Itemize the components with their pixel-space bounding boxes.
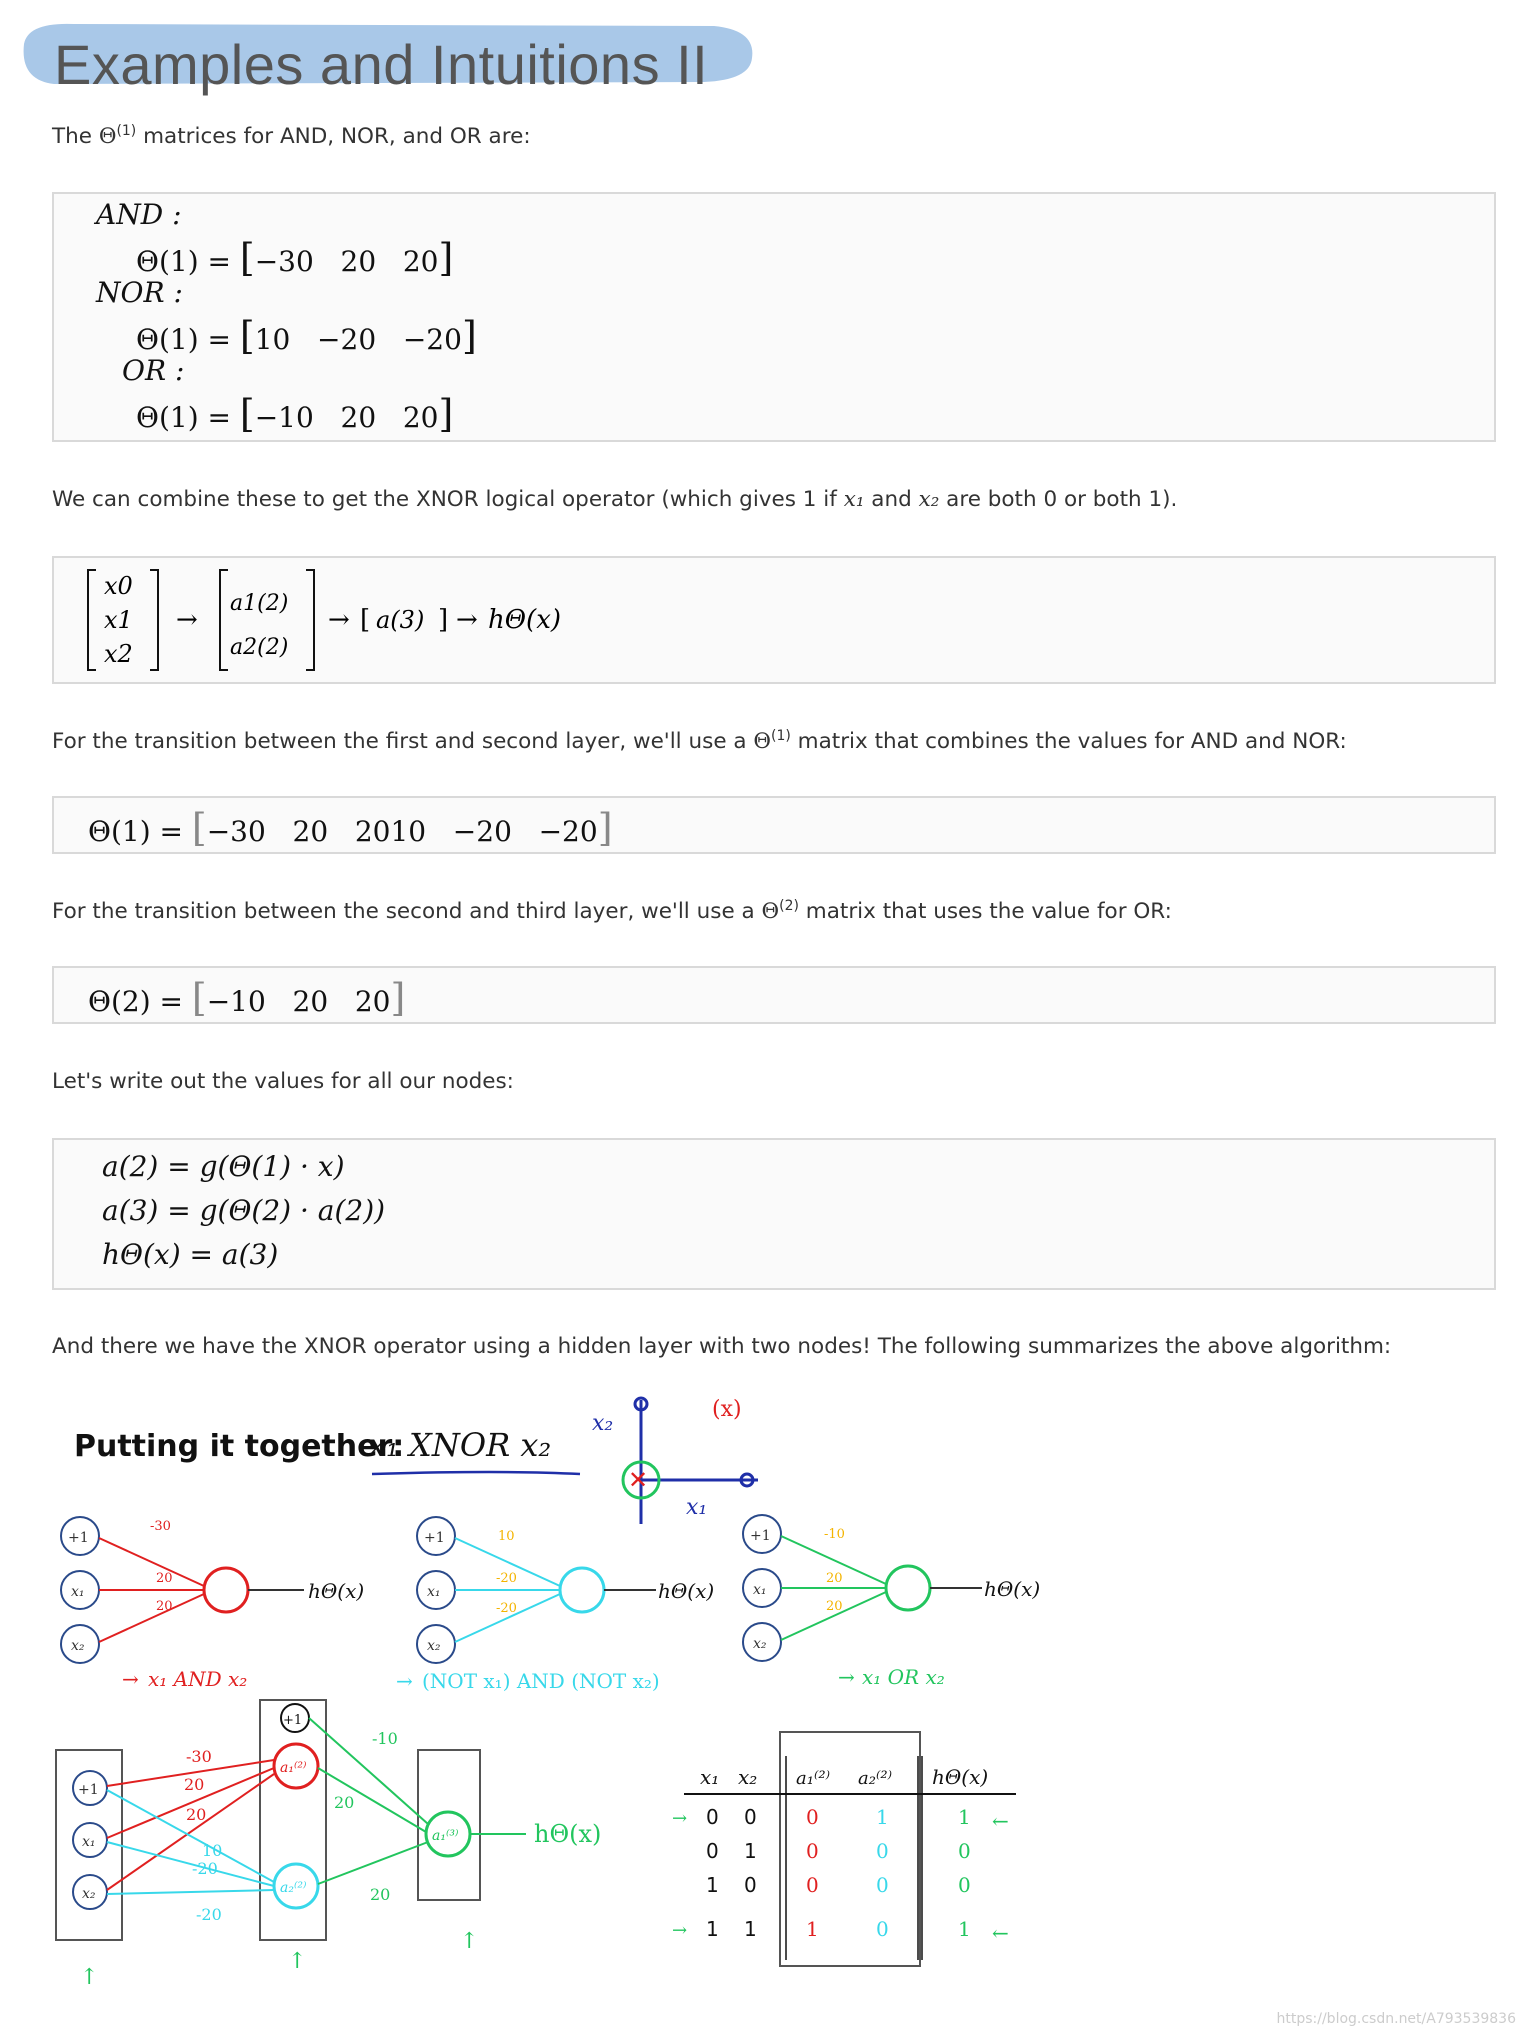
paragraph-nodes: Let's write out the values for all our nodes: bbox=[52, 1069, 514, 1094]
theta2-box bbox=[52, 966, 1496, 1024]
eq-a2: a(2) = g(Θ(1) · x) bbox=[102, 1150, 345, 1183]
svg-text:0: 0 bbox=[706, 1805, 719, 1829]
sketch-a3: a₁⁽³⁾ bbox=[432, 1828, 459, 1844]
table-row bbox=[706, 1917, 971, 1941]
page-title: Examples and Intuitions II bbox=[54, 33, 709, 96]
or-theta: Θ(1) = [−10 20 20] bbox=[136, 392, 454, 436]
and-h: hΘ(x) bbox=[308, 1579, 365, 1603]
pipeline-x2: x2 bbox=[104, 640, 133, 668]
svg-text:↑: ↑ bbox=[80, 1965, 99, 1990]
network-or bbox=[743, 1515, 1040, 1689]
and-label: AND : bbox=[96, 198, 182, 231]
figure-heading-math: x₁ XNOR x₂ bbox=[368, 1426, 552, 1464]
pipeline-bracket-l: [ bbox=[360, 605, 371, 635]
or-caption: x₁ OR x₂ bbox=[862, 1665, 945, 1689]
watermark: https://blog.csdn.net/A793539836 bbox=[1276, 2011, 1516, 2027]
th-a2: a₂⁽²⁾ bbox=[858, 1768, 893, 1789]
sketch-hidden-bias: +1 bbox=[283, 1713, 303, 1728]
svg-text:1: 1 bbox=[958, 1917, 971, 1941]
title-highlight bbox=[14, 14, 760, 96]
table-row bbox=[706, 1839, 971, 1863]
svg-text:↑: ↑ bbox=[288, 1949, 307, 1974]
pipeline-h: hΘ(x) bbox=[488, 605, 562, 635]
sketch-w3: 10 bbox=[202, 1841, 223, 1860]
svg-text:→: → bbox=[396, 1669, 413, 1693]
pipeline-bracket-r: ] bbox=[438, 605, 449, 635]
network-and bbox=[61, 1517, 364, 1691]
pipeline-diagram bbox=[84, 558, 684, 682]
paragraph-layer1: For the transition between the first and second layer, we'll use a $\Theta^{(1)}$ matrix that combines the values for AND and NOR: bbox=[52, 728, 1347, 755]
nor-h: hΘ(x) bbox=[658, 1579, 715, 1603]
or-w1: 20 bbox=[826, 1571, 843, 1586]
theta1-box bbox=[52, 796, 1496, 854]
pipeline-x1: x1 bbox=[104, 606, 133, 634]
sketch-x1: x₁ bbox=[82, 1834, 96, 1850]
sketch-w2: 20 bbox=[186, 1805, 207, 1824]
svg-text:→: → bbox=[838, 1665, 855, 1689]
pipeline-arrow-1: → bbox=[176, 605, 198, 635]
svg-text:0: 0 bbox=[806, 1805, 819, 1829]
sketch-w1: 20 bbox=[184, 1775, 205, 1794]
table-row bbox=[706, 1805, 971, 1829]
sketch-w7: 20 bbox=[334, 1793, 355, 1812]
theta2-matrix: Θ(2) = [−10 20 20] bbox=[88, 976, 406, 1020]
svg-text:0: 0 bbox=[744, 1805, 757, 1829]
sketch-w4: -20 bbox=[192, 1859, 218, 1878]
svg-text:0: 0 bbox=[958, 1839, 971, 1863]
eq-a3: a(3) = g(Θ(2) · a(2)) bbox=[102, 1194, 386, 1227]
and-theta: Θ(1) = [−30 20 20] bbox=[136, 236, 454, 280]
axis-cross-label: (x) bbox=[712, 1397, 742, 1422]
svg-text:0: 0 bbox=[806, 1839, 819, 1863]
paragraph-matrices-intro: The $\Theta^{(1)}$ matrices for AND, NOR, and OR are: bbox=[52, 123, 531, 150]
sketch-a2: a₂⁽²⁾ bbox=[280, 1880, 307, 1896]
figure-svg bbox=[52, 1388, 1522, 2028]
xnor-figure bbox=[52, 1388, 1522, 2028]
nor-x1: x₁ bbox=[427, 1584, 441, 1600]
svg-text:1: 1 bbox=[744, 1839, 757, 1863]
pipeline-arrow-2: → bbox=[328, 605, 350, 635]
sketch-w6: -10 bbox=[372, 1729, 398, 1748]
nor-w1: -20 bbox=[496, 1571, 517, 1586]
and-bias: +1 bbox=[68, 1530, 89, 1546]
th-a1: a₁⁽²⁾ bbox=[796, 1768, 831, 1789]
pipeline-a2: a2(2) bbox=[230, 635, 289, 660]
network-nor bbox=[396, 1517, 714, 1693]
svg-text:←: ← bbox=[992, 1921, 1009, 1945]
or-x1: x₁ bbox=[753, 1582, 767, 1598]
pipeline-a1: a1(2) bbox=[230, 591, 289, 616]
nor-bias: +1 bbox=[424, 1530, 445, 1546]
sketch-a1: a₁⁽²⁾ bbox=[280, 1760, 307, 1776]
nor-caption: (NOT x₁) AND (NOT x₂) bbox=[422, 1669, 660, 1693]
svg-text:✕: ✕ bbox=[628, 1466, 649, 1494]
sketch-h: hΘ(x) bbox=[534, 1820, 602, 1848]
svg-text:→: → bbox=[122, 1667, 139, 1691]
or-x2: x₂ bbox=[753, 1636, 767, 1652]
svg-text:0: 0 bbox=[876, 1839, 889, 1863]
truth-table bbox=[672, 1732, 1016, 1966]
svg-text:0: 0 bbox=[958, 1873, 971, 1897]
svg-text:→: → bbox=[672, 1920, 688, 1941]
svg-text:1: 1 bbox=[806, 1917, 819, 1941]
svg-text:0: 0 bbox=[744, 1873, 757, 1897]
sketch-w8: 20 bbox=[370, 1885, 391, 1904]
paragraph-layer2: For the transition between the second and third layer, we'll use a $\Theta^{(2)}$ matrix that uses the value for OR: bbox=[52, 898, 1172, 925]
table-row bbox=[706, 1873, 971, 1897]
or-label: OR : bbox=[122, 354, 185, 387]
svg-text:→: → bbox=[672, 1808, 688, 1829]
nor-label: NOR : bbox=[96, 276, 183, 309]
matrices-box bbox=[52, 192, 1496, 442]
sketch-bias: +1 bbox=[78, 1782, 99, 1798]
pipeline-arrow-3: → bbox=[456, 605, 478, 635]
svg-text:0: 0 bbox=[876, 1917, 889, 1941]
or-w0: -10 bbox=[824, 1527, 845, 1542]
sketch-x2: x₂ bbox=[82, 1886, 96, 1902]
theta1-combined: Θ(1) = [−30 20 2010 −20 −20] bbox=[88, 806, 613, 850]
or-w2: 20 bbox=[826, 1599, 843, 1614]
svg-text:0: 0 bbox=[806, 1873, 819, 1897]
nor-theta: Θ(1) = [10 −20 −20] bbox=[136, 314, 477, 358]
and-w2: 20 bbox=[156, 1599, 173, 1614]
or-bias: +1 bbox=[750, 1528, 771, 1544]
pipeline-box bbox=[52, 556, 1496, 684]
and-w1: 20 bbox=[156, 1571, 173, 1586]
axis-x1-label: x₁ bbox=[686, 1495, 708, 1520]
node-equations-box bbox=[52, 1138, 1496, 1290]
svg-text:1: 1 bbox=[706, 1917, 719, 1941]
th-x1: x₁ bbox=[700, 1765, 720, 1789]
pipeline-a3: a(3) bbox=[376, 606, 425, 634]
paragraph-summary: And there we have the XNOR operator using a hidden layer with two nodes! The following summarizes the above algorithm: bbox=[52, 1334, 1392, 1359]
svg-text:1: 1 bbox=[706, 1873, 719, 1897]
svg-text:1: 1 bbox=[958, 1805, 971, 1829]
and-x1: x₁ bbox=[71, 1584, 85, 1600]
axis-x2-label: x₂ bbox=[592, 1411, 614, 1436]
figure-heading: Putting it together: bbox=[74, 1429, 405, 1464]
svg-text:0: 0 bbox=[876, 1873, 889, 1897]
svg-text:←: ← bbox=[992, 1809, 1009, 1833]
and-caption: x₁ AND x₂ bbox=[148, 1667, 248, 1691]
svg-text:↑: ↑ bbox=[460, 1929, 479, 1954]
svg-text:1: 1 bbox=[744, 1917, 757, 1941]
sketch-w5: -20 bbox=[196, 1905, 222, 1924]
or-h: hΘ(x) bbox=[984, 1577, 1041, 1601]
axes-sketch bbox=[592, 1397, 758, 1524]
nor-x2: x₂ bbox=[427, 1638, 441, 1654]
sketch-w0: -30 bbox=[186, 1747, 212, 1766]
eq-h: hΘ(x) = a(3) bbox=[102, 1238, 279, 1271]
and-x2: x₂ bbox=[71, 1638, 85, 1654]
svg-text:1: 1 bbox=[876, 1805, 889, 1829]
nor-w0: 10 bbox=[498, 1529, 515, 1544]
svg-text:0: 0 bbox=[706, 1839, 719, 1863]
th-h: hΘ(x) bbox=[932, 1765, 989, 1789]
nor-w2: -20 bbox=[496, 1601, 517, 1616]
pipeline-x0: x0 bbox=[104, 572, 133, 600]
heading-underline bbox=[372, 1472, 580, 1474]
th-x2: x₂ bbox=[738, 1765, 758, 1789]
paragraph-xnor-intro: We can combine these to get the XNOR logical operator (which gives 1 if x₁ and x₂ are both 0 or both 1). bbox=[52, 487, 1178, 512]
and-w0: -30 bbox=[150, 1519, 171, 1534]
combined-sketch bbox=[56, 1700, 601, 1990]
